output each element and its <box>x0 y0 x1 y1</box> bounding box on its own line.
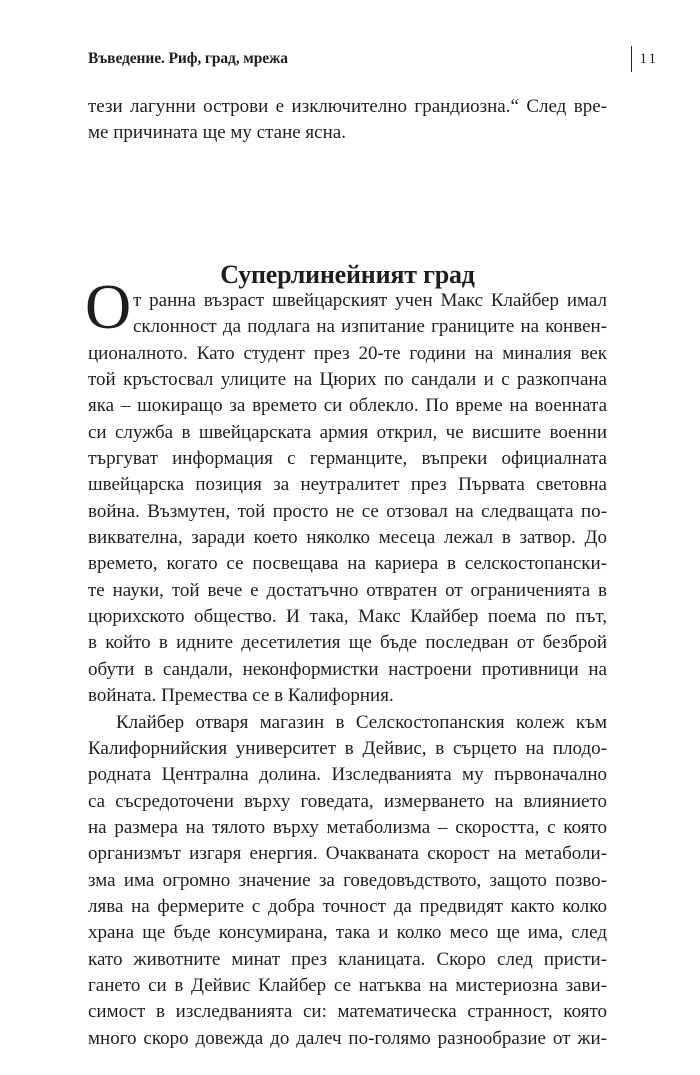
text-line: в който в идните десетилетия ще бъде последван от безброй <box>88 632 607 654</box>
running-head <box>88 48 658 70</box>
text-line: си служба в швейцарската армия открил, че висшите военни <box>88 421 607 443</box>
page-number-marker <box>631 44 658 74</box>
text-line: той кръстосвал улиците на Цюрих по сандали и с разкопчана <box>88 369 607 391</box>
page-number-divider <box>631 46 632 72</box>
text-line: много скоро довежда до далеч по-голямо разнообразие от жи- <box>88 1027 607 1049</box>
text-line: организмът изгаря енергия. Очакваната скорост на метаболи- <box>88 843 607 865</box>
paragraph-2 <box>88 710 607 1052</box>
text-line: те науки, той вече е достатъчно отвратен от ограниченията в <box>88 579 607 601</box>
text-line: швейцарска позиция за неутралитет през Първата световна <box>88 474 607 496</box>
drop-cap: О <box>85 271 132 342</box>
text-line: тези лагунни острови е изключително грандиозна.“ След вре- <box>88 96 607 117</box>
continuation-paragraph <box>88 94 607 147</box>
text-line: на размера на тялото върху метаболизма – скоростта, с която <box>88 816 607 838</box>
running-head-title: Въведение. Риф, град, мрежа <box>88 50 288 67</box>
section-heading: Суперлинейният град <box>220 259 475 289</box>
text-line: войната. Премества се в Калифорния. <box>88 685 394 707</box>
text-line: зма има огромно значение за говедовъдството, защото позво- <box>88 869 607 891</box>
text-line: ме причината ще му стане ясна. <box>88 122 346 144</box>
text-line: Клайбер отваря магазин в Селскостопанския колеж към <box>116 711 607 733</box>
text-line: времето, когато се посвещава на кариера в селскостопански- <box>88 553 607 575</box>
text-line: т ранна възраст швейцарският учен Макс Клайбер имал <box>133 290 607 311</box>
text-line: като животните минат през кланицата. Скоро след присти- <box>88 948 607 970</box>
text-line: родната Централна долина. Изследванията му първоначално <box>88 764 607 786</box>
text-line: лява на фермерите с добра точност да предвидят както колко <box>88 895 607 917</box>
text-line: ционалното. Като студент през 20-те години на миналия век <box>88 342 607 364</box>
text-line: храна ще бъде консумирана, така и колко месо ще има, след <box>88 922 607 944</box>
text-line: обути в сандали, неконформистки настроени противници на <box>88 658 607 680</box>
text-line: цюрихското общество. И така, Макс Клайбер поема по път, <box>88 606 607 628</box>
text-line: война. Възмутен, той просто не се отзовал на следващата по- <box>88 500 607 522</box>
text-line: склонност да подлага на изпитание границите на конвен- <box>133 316 607 338</box>
text-line: симост в изследванията си: математическа странност, която <box>88 1001 607 1023</box>
text-line: яка – шокиращо за времето си облекло. По време на военната <box>88 395 607 417</box>
page-number: 11 <box>639 51 658 67</box>
text-line: търгуват информация с германците, въпреки официалната <box>88 448 607 470</box>
text-line: са съсредоточени върху говедата, измерването на влиянието <box>88 790 607 812</box>
text-line: Калифорнийския университет в Дейвис, в сърцето на плодо- <box>88 737 607 759</box>
text-line: виквателна, заради което няколко месеца лежал в затвор. До <box>88 527 607 549</box>
text-line: гането си в Дейвис Клайбер се натъква на мистериозна зави- <box>88 974 607 996</box>
